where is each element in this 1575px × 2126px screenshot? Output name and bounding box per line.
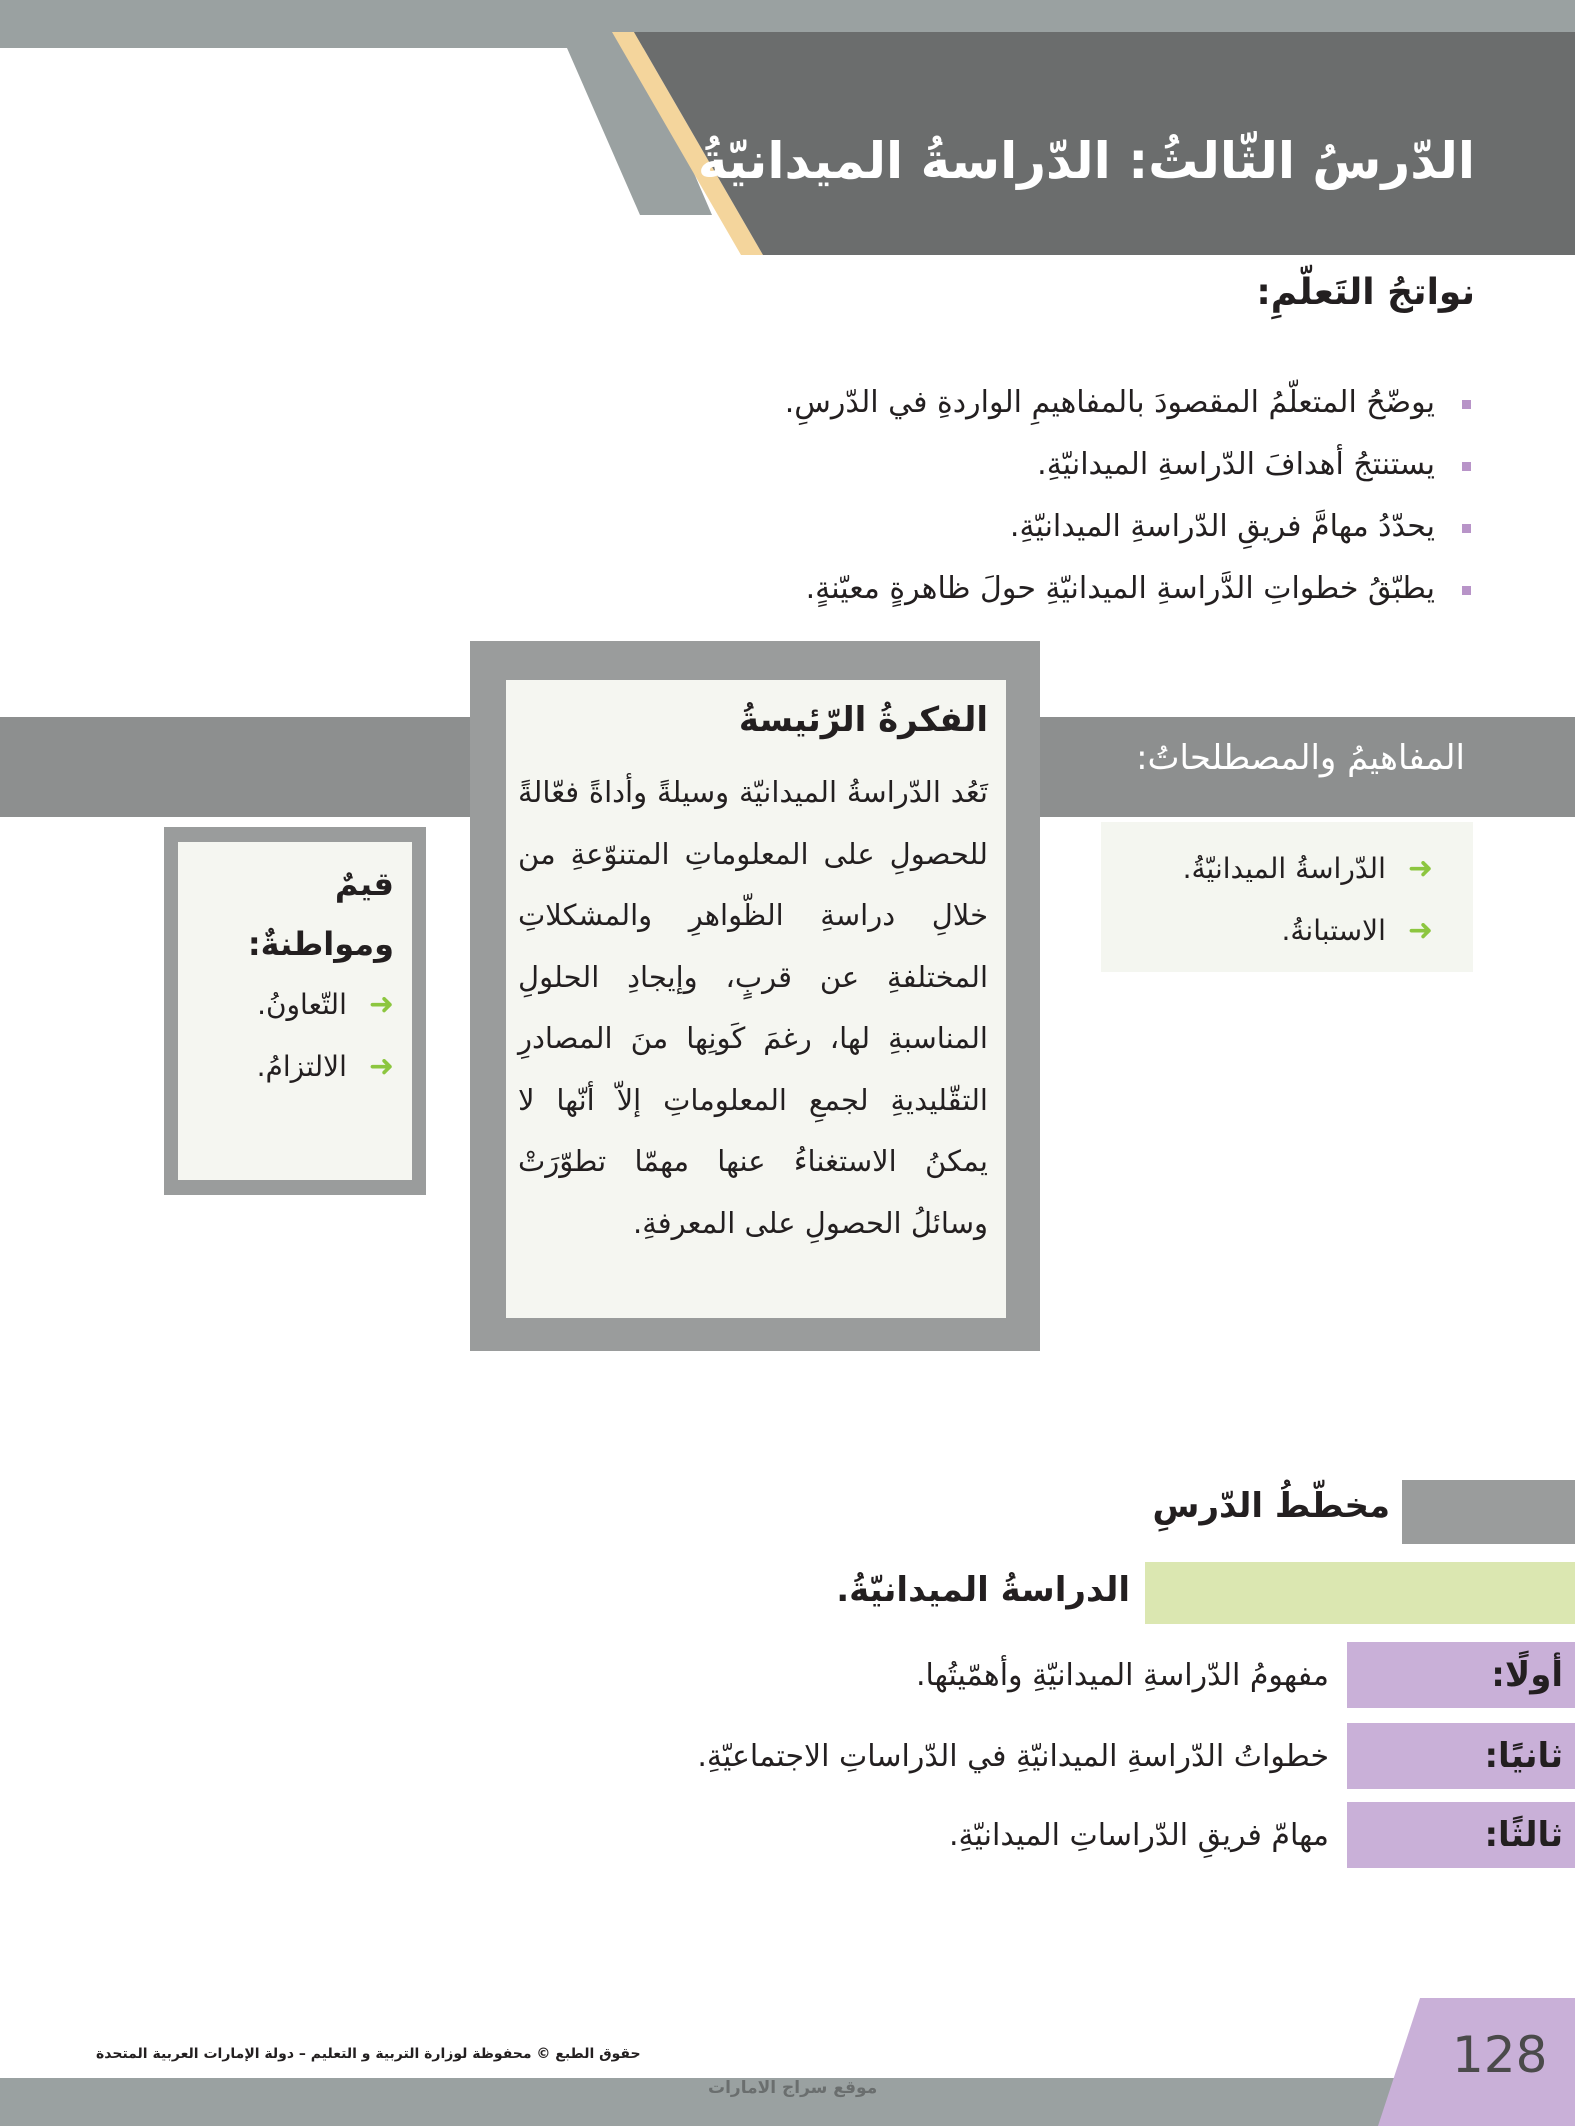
concept-item	[1101, 838, 1433, 900]
concept-label: الدّراسةُ الميدانيّةُ.	[1182, 852, 1386, 885]
outcome-item: يحدّدُ مهامَّ فريقِ الدّراسةِ الميدانيّةِ.	[475, 496, 1475, 558]
plan-bar	[1402, 1480, 1575, 1544]
plan-topic: الدراسةُ الميدانيّةُ.	[836, 1570, 1130, 1610]
concept-item	[1101, 900, 1433, 962]
plan-row-tag: ثالثًا:	[1347, 1802, 1575, 1868]
copyright-notice: حقوق الطبع © محفوظة لوزارة التربية و التعليم – دولة الإمارات العربية المتحدة	[96, 2046, 641, 2062]
main-idea-body: تَعُد الدّراسةُ الميدانيّة وسيلةً وأداةً فعّالةً للحصولِ على المعلوماتِ المتنوّعةِ من خلالِ دراسةِ الظّواهرِ والمشكلاتِ المختلفةِ عن قربٍ، وإيجادِ الحلولِ المناسبةِ لها، رغمَ كَونِها منَ المصادرِ التقّليديةِ لجمعِ المعلوماتِ إلاّ أنّها لا يمكنُ الاستغناءُ عنها مهمّا تطوّرَتْ وسائلُ الحصولِ على المعرفةِ.	[518, 775, 988, 1240]
plan-row-tag: ثانيًا:	[1347, 1723, 1575, 1789]
outcomes-list	[475, 372, 1475, 620]
outcome-item: يطبّقُ خطواتِ الدَّراسةِ الميدانيّةِ حولَ ظاهرةٍ معيّنةٍ.	[475, 558, 1475, 620]
values-box	[178, 842, 412, 1180]
value-item	[178, 1036, 394, 1098]
outcome-item: يستنتجُ أهدافَ الدّراسةِ الميدانيّةِ.	[475, 434, 1475, 496]
plan-row-text: خطواتُ الدّراسةِ الميدانيّةِ في الدّراساتِ الاجتماعيّةِ.	[697, 1738, 1329, 1774]
outcomes-title: نواتجُ التَعلّمِ:	[1256, 272, 1475, 313]
value-label: التّعاونُ.	[257, 988, 347, 1021]
plan-row	[916, 1642, 1575, 1708]
concept-label: الاستبانةُ.	[1281, 914, 1386, 947]
plan-row	[949, 1802, 1575, 1868]
main-idea-box	[506, 680, 1006, 1318]
concepts-box	[1101, 822, 1473, 972]
value-label: الالتزامُ.	[256, 1050, 347, 1083]
plan-row	[697, 1723, 1575, 1789]
plan-row-tag: أولًا:	[1347, 1642, 1575, 1708]
page-number: 128	[1452, 2026, 1548, 2084]
plan-row-text: مفهومُ الدّراسةِ الميدانيّةِ وأهمّيتُها.	[915, 1657, 1329, 1693]
plan-title: مخطّطُ الدّرسِ	[1152, 1486, 1390, 1526]
title-band	[0, 0, 1575, 260]
plan-row-text: مهامّ فريقِ الدّراساتِ الميدانيّةِ.	[948, 1817, 1329, 1853]
outcome-item: يوضّحُ المتعلّمُ المقصودَ بالمفاهيمِ الواردةِ في الدّرسِ.	[475, 372, 1475, 434]
lesson-title: الدّرسُ الثّالثُ: الدّراسةُ الميدانيّةُ	[697, 132, 1475, 190]
topic-bar	[1145, 1562, 1575, 1624]
concepts-title: المفاهيمُ والمصطلحاتُ:	[1136, 738, 1465, 778]
arrow-icon: ➜	[368, 987, 394, 1022]
arrow-icon: ➜	[1407, 851, 1433, 886]
value-item	[178, 974, 394, 1036]
arrow-icon: ➜	[368, 1049, 394, 1084]
site-footer: موقع سراج الامارات	[708, 2078, 878, 2098]
arrow-icon: ➜	[1407, 913, 1433, 948]
main-idea-title: الفكرةُ الرّئيسةُ	[738, 700, 988, 740]
values-title: قيمٌ ومواطنةٌ:	[247, 865, 394, 963]
